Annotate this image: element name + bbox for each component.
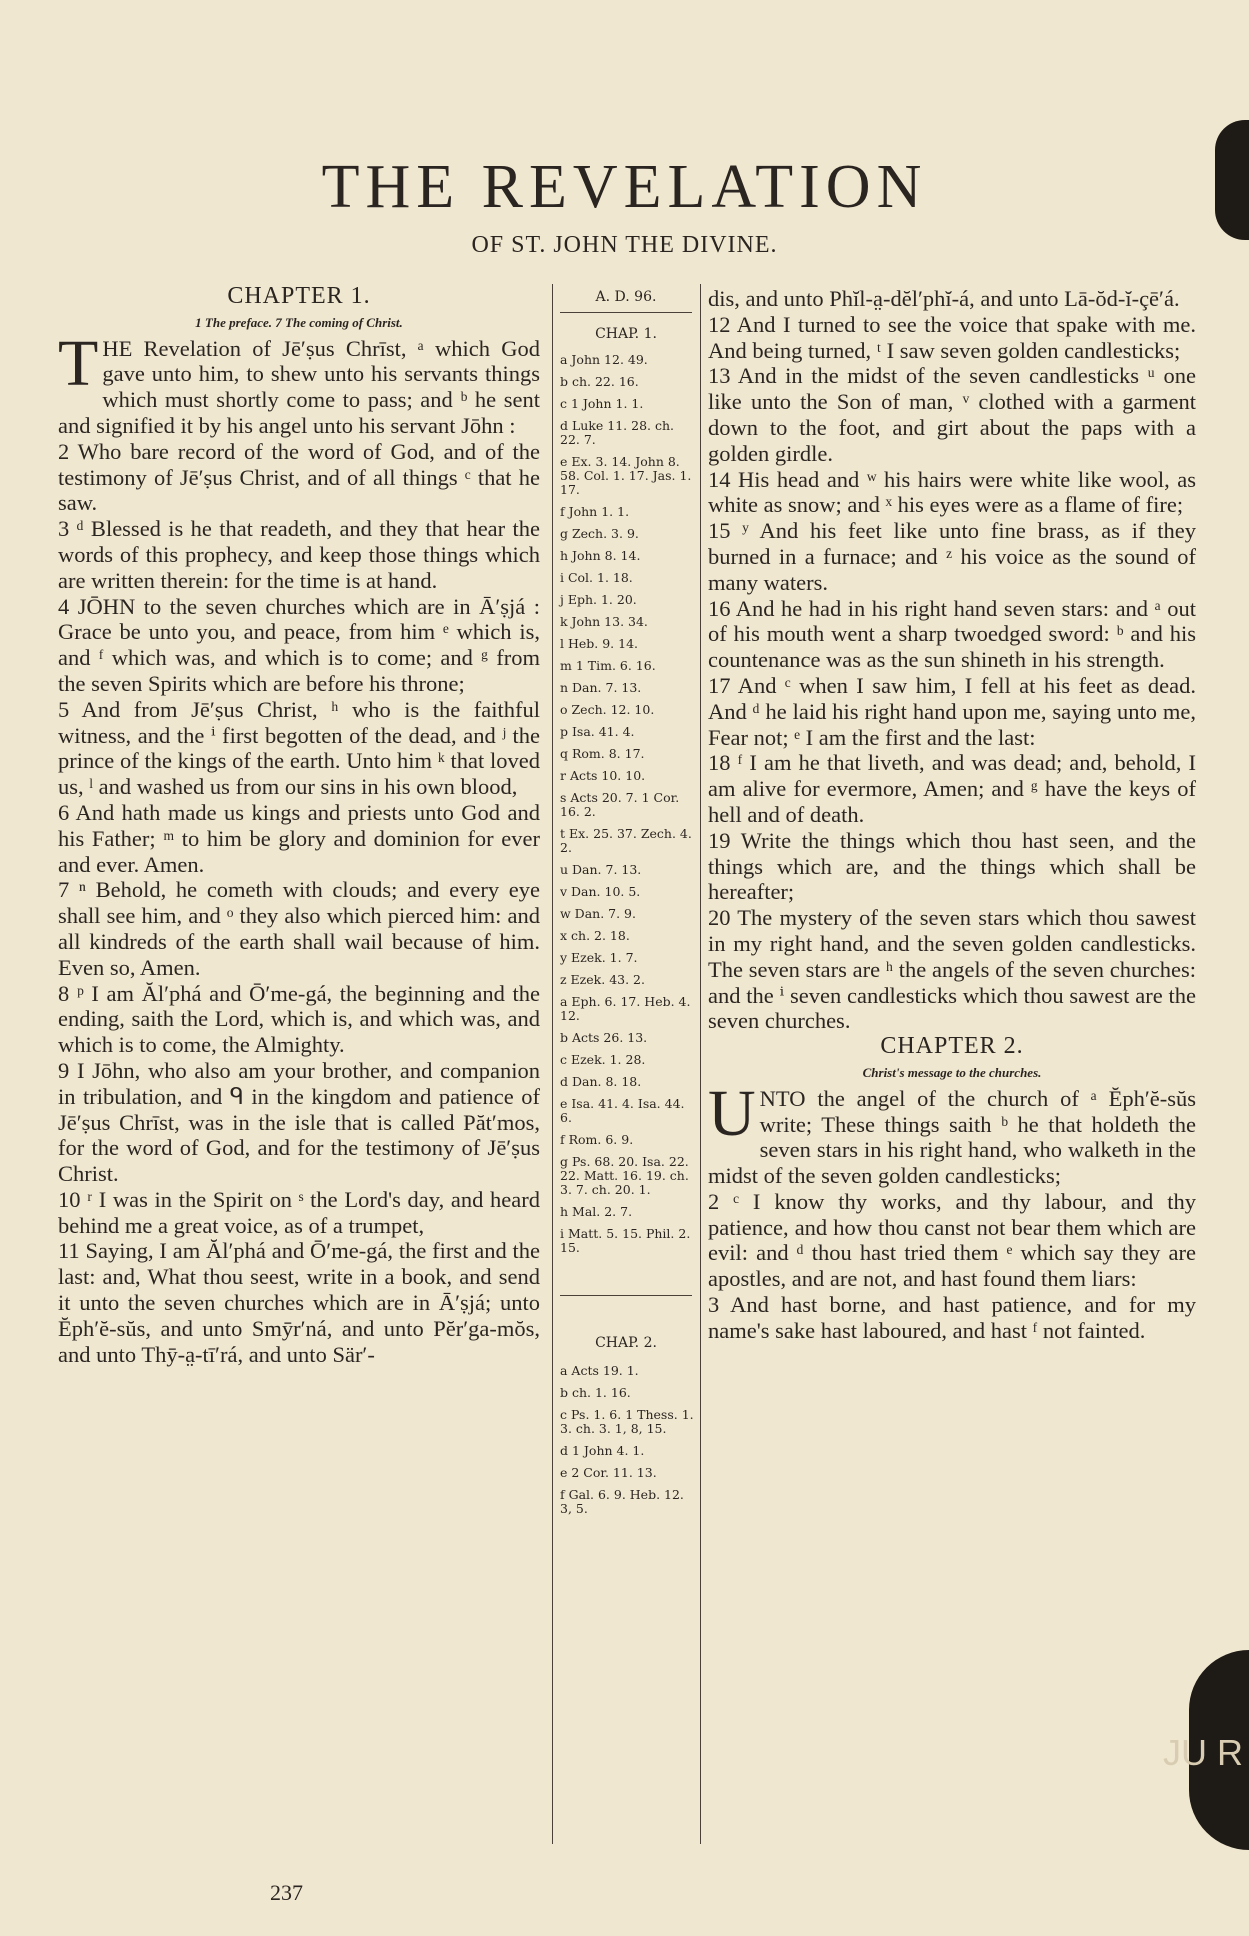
cross-reference[interactable]: c 1 John 1. 1.: [560, 396, 644, 411]
cross-reference[interactable]: y Ezek. 1. 7.: [560, 950, 638, 965]
column-rule-right: [700, 284, 701, 1844]
verse: 4 JŌHN to the seven churches which are in Ā′ṣjá : Grace be unto you, and peace, from him ᵉ which is, and ᶠ which was, and which is to come; and ᵍ from the seven Spirits which are before his throne;: [58, 593, 540, 696]
verse: 2 Who bare record of the word of God, and of the testimony of Jē′ṣus Christ, and of all things ᶜ that he saw.: [58, 438, 540, 516]
ref-divider: [560, 1295, 692, 1296]
cross-reference[interactable]: f Rom. 6. 9.: [560, 1132, 634, 1147]
verse: 5 And from Jē′ṣus Christ, ʰ who is the faithful witness, and the ⁱ first begotten of the dead, and ʲ the prince of the kings of the earth. Unto him ᵏ that loved us, ˡ and washed us from our sins in his own blood,: [58, 696, 540, 800]
dropcap-t: T: [58, 326, 99, 400]
cross-reference[interactable]: d Dan. 8. 18.: [560, 1074, 642, 1089]
verse: 11 Saying, I am Ăl′phá and Ō′me-gá, the first and the last: and, What thou seest, write in a book, and send it unto the seven churches which are in Ā′ṣjá; unto Ĕph′ĕ-sŭs, and unto Smȳr′ná, and unto Pĕr′ga-mŏs, and unto Thȳ-a̤-tī′rá, and unto Sär′-: [58, 1238, 540, 1367]
cross-reference[interactable]: t Ex. 25. 37. Zech. 4. 2.: [560, 826, 692, 855]
cross-reference[interactable]: l Heb. 9. 14.: [560, 636, 638, 651]
cross-reference[interactable]: g Ps. 68. 20. Isa. 22. 22. Matt. 16. 19. ch. 3. 7. ch. 20. 1.: [560, 1154, 689, 1197]
cross-reference[interactable]: p Isa. 41. 4.: [560, 724, 635, 739]
cross-reference[interactable]: x ch. 2. 18.: [560, 928, 630, 943]
cross-reference[interactable]: v Dan. 10. 5.: [560, 884, 641, 899]
cross-reference[interactable]: w Dan. 7. 9.: [560, 906, 636, 921]
cross-reference[interactable]: o Zech. 12. 10.: [560, 702, 655, 717]
cross-reference[interactable]: z Ezek. 43. 2.: [560, 972, 645, 987]
ref-chapter-label-1: CHAP. 1.: [595, 326, 657, 342]
cross-reference[interactable]: g Zech. 3. 9.: [560, 526, 639, 541]
cross-reference[interactable]: i Col. 1. 18.: [560, 570, 633, 585]
column-rule-left: [552, 284, 553, 1844]
book-subtitle: OF ST. JOHN THE DIVINE.: [471, 232, 778, 258]
cross-reference[interactable]: u Dan. 7. 13.: [560, 862, 642, 877]
cross-reference[interactable]: m 1 Tim. 6. 16.: [560, 658, 656, 673]
ref-list-chap2: [556, 1364, 696, 1516]
cross-reference[interactable]: f John 1. 1.: [560, 504, 630, 519]
cross-reference[interactable]: a Eph. 6. 17. Heb. 4. 12.: [560, 994, 691, 1023]
cross-reference[interactable]: i Matt. 5. 15. Phil. 2. 15.: [560, 1226, 691, 1255]
verse: 18 ᶠ I am he that liveth, and was dead; and, behold, I am alive for evermore, Amen; and ᵍ have the keys of hell and of death.: [708, 750, 1196, 827]
cross-reference[interactable]: b ch. 22. 16.: [560, 374, 639, 389]
cross-reference-column: [556, 290, 696, 1524]
cross-reference[interactable]: d Luke 11. 28. ch. 22. 7.: [560, 418, 675, 447]
verse: 8 ᵖ I am Ăl′phá and Ō′me-gá, the beginning and the ending, saith the Lord, which is, and which was, and which is to come, the Almighty.: [58, 980, 540, 1058]
ref-divider: [560, 312, 692, 313]
verse: 2 ᶜ I know thy works, and thy labour, and thy patience, and how thou canst not bear them which are evil: and ᵈ thou hast tried them ᵉ which say they are apostles, and are not, and hast found them liars:: [708, 1188, 1196, 1292]
verse: 6 And hath made us kings and priests unto God and his Father; ᵐ to him be glory and dominion for ever and ever. Amen.: [58, 799, 540, 877]
verse: 13 And in the midst of the seven candlesticks ᵘ one like unto the Son of man, ᵛ clothed with a garment down to the foot, and girt about the paps with a golden girdle.: [708, 363, 1196, 466]
ref-chapter-label-2: CHAP. 2.: [595, 1335, 657, 1351]
verse: 12 And I turned to see the voice that spake with me. And being turned, ᵗ I saw seven golden candlesticks;: [708, 311, 1196, 363]
dropcap-u: U: [708, 1076, 756, 1150]
verse: 17 And ᶜ when I saw him, I fell at his feet as dead. And ᵈ he laid his right hand upon me, saying unto me, Fear not; ᵉ I am the first and the last:: [708, 672, 1196, 750]
cross-reference[interactable]: a Acts 19. 1.: [560, 1363, 639, 1378]
verse-text: HE Revelation of Jē′ṣus Chrīst, ᵃ which God gave unto him, to shew unto his servants things which must shortly come to pass; and ᵇ he sent and signified it by his angel unto his servant Jōhn :: [58, 335, 540, 438]
chapter-summary-1: 1 The preface. 7 The coming of Christ.: [195, 314, 403, 330]
cross-reference[interactable]: n Dan. 7. 13.: [560, 680, 642, 695]
cross-reference[interactable]: j Eph. 1. 20.: [560, 592, 637, 607]
cross-reference[interactable]: q Rom. 8. 17.: [560, 746, 645, 761]
cross-reference[interactable]: d 1 John 4. 1.: [560, 1443, 645, 1458]
verse: 3 And hast borne, and hast patience, and for my name's sake hast laboured, and hast ᶠ not fainted.: [708, 1292, 1196, 1343]
verse: 10 ʳ I was in the Spirit on ˢ the Lord's day, and heard behind me a great voice, as of a trumpet,: [58, 1186, 540, 1238]
cross-reference[interactable]: e 2 Cor. 11. 13.: [560, 1465, 657, 1480]
cross-reference[interactable]: k John 13. 34.: [560, 614, 648, 629]
cross-reference[interactable]: e Isa. 41. 4. Isa. 44. 6.: [560, 1096, 685, 1125]
cross-reference[interactable]: h John 8. 14.: [560, 548, 641, 563]
cross-reference[interactable]: s Acts 20. 7. 1 Cor. 16. 2.: [560, 790, 680, 819]
cross-reference[interactable]: f Gal. 6. 9. Heb. 12. 3, 5.: [560, 1487, 684, 1516]
cross-reference[interactable]: e Ex. 3. 14. John 8. 58. Col. 1. 17. Jas. 1. 17.: [560, 454, 692, 497]
verse: 16 And he had in his right hand seven stars: and ᵃ out of his mouth went a sharp twoedged sword: ᵇ and his countenance was as the sun shineth in his strength.: [708, 595, 1196, 673]
cross-reference[interactable]: c Ps. 1. 6. 1 Thess. 1. 3. ch. 3. 1, 8, 15.: [560, 1407, 694, 1436]
verse: 19 Write the things which thou hast seen, and the things which are, and the things which shall be hereafter;: [708, 827, 1196, 905]
chapter-heading-1: CHAPTER 1.: [227, 283, 371, 309]
verse: 7 ⁿ Behold, he cometh with clouds; and every eye shall see him, and ᵒ they also which pierced him: and all kindreds of the earth shall wail because of him. Even so, Amen.: [58, 877, 540, 980]
right-text-column: [708, 286, 1196, 1344]
cross-reference[interactable]: a John 12. 49.: [560, 352, 648, 367]
year-note: A. D. 96.: [595, 289, 657, 305]
thumb-index-letters: JU R: [1163, 1732, 1243, 1773]
cross-reference[interactable]: b ch. 1. 16.: [560, 1385, 631, 1400]
verse: 3 ᵈ Blessed is he that readeth, and they that hear the words of this prophecy, and keep those things which are written therein: for the time is at hand.: [58, 516, 540, 593]
chapter-summary-2: Christ's message to the churches.: [862, 1064, 1042, 1080]
cross-reference[interactable]: h Mal. 2. 7.: [560, 1204, 633, 1219]
ref-list-chap1: [556, 353, 696, 1255]
verse: 20 The mystery of the seven stars which thou sawest in my right hand, and the seven golden candlesticks. The seven stars are ʰ the angels of the seven churches: and the ⁱ seven candlesticks which thou sawest are the seven churches.: [708, 905, 1196, 1034]
page-number: 237: [270, 1880, 303, 1905]
cross-reference[interactable]: b Acts 26. 13.: [560, 1030, 648, 1045]
cross-reference[interactable]: r Acts 10. 10.: [560, 768, 646, 783]
chapter-heading-2: CHAPTER 2.: [880, 1033, 1024, 1060]
verse: 9 I Jōhn, who also am your brother, and companion in tribulation, and ᑫ in the kingdom and patience of Jē′ṣus Chrīst, was in the isle that is called Păt′mos, for the word of God, and for the testimony of Jē′ṣus Christ.: [58, 1057, 540, 1187]
verse: 14 His head and ʷ his hairs were white like wool, as white as snow; and ˣ his eyes were as a flame of fire;: [708, 466, 1196, 518]
left-text-column: [58, 284, 540, 1367]
verse: [708, 1076, 1196, 1189]
verse-text: NTO the angel of the church of ᵃ Ĕph′ĕ-sŭs write; These things saith ᵇ he that holdeth the seven stars in his right hand, who walketh in the midst of the seven golden candlesticks;: [708, 1085, 1196, 1189]
verse: [58, 326, 540, 439]
cross-reference[interactable]: c Ezek. 1. 28.: [560, 1052, 646, 1067]
book-title: THE REVELATION: [321, 153, 928, 221]
verse: dis, and unto Phĭl-a̤-dĕl′phĭ-á, and unto Lā-ŏd-ĭ-çē′á.: [708, 286, 1180, 311]
verse: 15 ʸ And his feet like unto fine brass, as if they burned in a furnace; and ᶻ his voice as the sound of many waters.: [708, 518, 1196, 595]
